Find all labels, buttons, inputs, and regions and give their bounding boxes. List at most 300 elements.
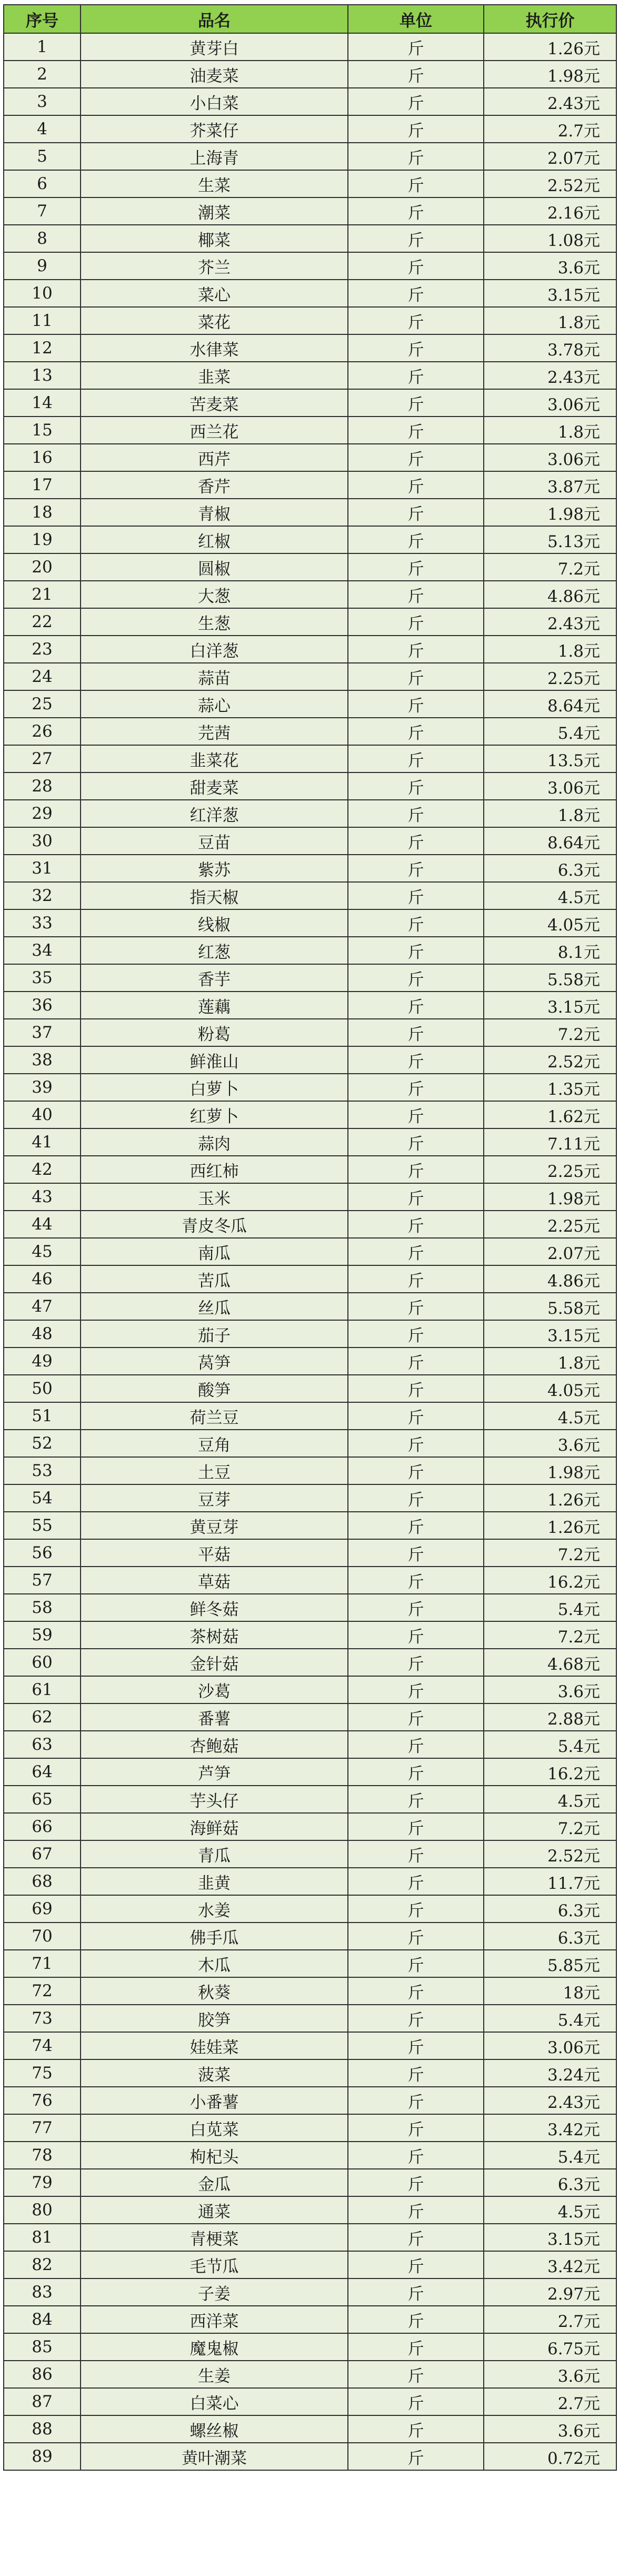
cell-price: 1.8元: [484, 1348, 616, 1375]
table-row: [4, 252, 616, 280]
cell-price: 16.2元: [484, 1567, 616, 1594]
cell-seq: 44: [4, 1211, 81, 1238]
cell-name: 青梗菜: [81, 2224, 348, 2251]
cell-name: 胶笋: [81, 2005, 348, 2032]
table-row: [4, 1430, 616, 1457]
cell-seq: 29: [4, 800, 81, 827]
header-row: [4, 5, 616, 33]
table-row: [4, 88, 616, 115]
cell-unit: 斤: [348, 1868, 484, 1895]
cell-price: 3.06元: [484, 772, 616, 800]
cell-seq: 35: [4, 964, 81, 992]
cell-name: 白菜心: [81, 2388, 348, 2415]
cell-seq: 62: [4, 1703, 81, 1731]
cell-unit: 斤: [348, 1923, 484, 1950]
cell-seq: 21: [4, 581, 81, 608]
table-row: [4, 1703, 616, 1731]
cell-price: 7.2元: [484, 1019, 616, 1046]
table-row: [4, 1731, 616, 1758]
cell-price: 4.05元: [484, 909, 616, 937]
cell-name: 丝瓜: [81, 1293, 348, 1320]
cell-unit: 斤: [348, 1238, 484, 1265]
cell-name: 菠菜: [81, 2059, 348, 2087]
cell-price: 2.25元: [484, 1156, 616, 1183]
cell-unit: 斤: [348, 964, 484, 992]
cell-price: 16.2元: [484, 1758, 616, 1786]
table-row: [4, 1539, 616, 1567]
cell-seq: 27: [4, 745, 81, 772]
cell-price: 2.25元: [484, 663, 616, 690]
table-row: [4, 2196, 616, 2224]
cell-unit: 斤: [348, 608, 484, 636]
cell-seq: 38: [4, 1046, 81, 1074]
cell-seq: 39: [4, 1074, 81, 1101]
cell-unit: 斤: [348, 2169, 484, 2196]
cell-name: 莲藕: [81, 992, 348, 1019]
table-row: [4, 1567, 616, 1594]
cell-price: 3.06元: [484, 2032, 616, 2059]
table-row: [4, 2251, 616, 2278]
table-row: [4, 1128, 616, 1156]
table-row: [4, 1813, 616, 1840]
cell-unit: 斤: [348, 2196, 484, 2224]
cell-price: 1.98元: [484, 1457, 616, 1484]
cell-price: 1.26元: [484, 33, 616, 61]
cell-seq: 64: [4, 1758, 81, 1786]
cell-seq: 55: [4, 1512, 81, 1539]
cell-unit: 斤: [348, 1156, 484, 1183]
cell-seq: 81: [4, 2224, 81, 2251]
cell-price: 3.06元: [484, 444, 616, 471]
cell-price: 2.88元: [484, 1703, 616, 1731]
cell-price: 3.15元: [484, 2224, 616, 2251]
table-row: [4, 1348, 616, 1375]
cell-unit: 斤: [348, 690, 484, 718]
cell-name: 菜心: [81, 280, 348, 307]
cell-seq: 71: [4, 1950, 81, 1977]
cell-name: 韭菜: [81, 362, 348, 389]
table-row: [4, 1046, 616, 1074]
cell-price: 2.43元: [484, 88, 616, 115]
cell-unit: 斤: [348, 1977, 484, 2005]
table-row: [4, 581, 616, 608]
cell-seq: 57: [4, 1567, 81, 1594]
cell-seq: 85: [4, 2333, 81, 2361]
cell-price: 1.8元: [484, 307, 616, 334]
cell-name: 白萝卜: [81, 1074, 348, 1101]
cell-name: 枸杞头: [81, 2142, 348, 2169]
cell-unit: 斤: [348, 2333, 484, 2361]
table-row: [4, 663, 616, 690]
cell-price: 1.62元: [484, 1101, 616, 1128]
cell-name: 茄子: [81, 1320, 348, 1348]
table-row: [4, 499, 616, 526]
cell-price: 2.25元: [484, 1211, 616, 1238]
cell-name: 金瓜: [81, 2169, 348, 2196]
cell-name: 西红柿: [81, 1156, 348, 1183]
table-row: [4, 800, 616, 827]
cell-price: 3.6元: [484, 252, 616, 280]
cell-name: 潮菜: [81, 197, 348, 225]
table-row: [4, 143, 616, 170]
cell-price: 4.5元: [484, 882, 616, 909]
cell-seq: 67: [4, 1840, 81, 1868]
cell-price: 2.43元: [484, 2087, 616, 2114]
cell-name: 木瓜: [81, 1950, 348, 1977]
cell-price: 3.6元: [484, 2361, 616, 2388]
cell-seq: 2: [4, 61, 81, 88]
table-row: [4, 225, 616, 252]
cell-price: 5.4元: [484, 2005, 616, 2032]
cell-unit: 斤: [348, 280, 484, 307]
cell-unit: 斤: [348, 1813, 484, 1840]
cell-unit: 斤: [348, 2059, 484, 2087]
cell-seq: 69: [4, 1895, 81, 1923]
cell-price: 2.16元: [484, 197, 616, 225]
cell-unit: 斤: [348, 855, 484, 882]
cell-unit: 斤: [348, 115, 484, 143]
cell-name: 秋葵: [81, 1977, 348, 2005]
cell-name: 蒜肉: [81, 1128, 348, 1156]
table-row: [4, 1676, 616, 1703]
table-row: [4, 1457, 616, 1484]
cell-unit: 斤: [348, 143, 484, 170]
cell-price: 18元: [484, 1977, 616, 2005]
cell-price: 5.58元: [484, 1293, 616, 1320]
cell-name: 莴笋: [81, 1348, 348, 1375]
cell-seq: 76: [4, 2087, 81, 2114]
table-row: [4, 882, 616, 909]
table-row: [4, 1840, 616, 1868]
table-row: [4, 827, 616, 855]
cell-price: 1.98元: [484, 1183, 616, 1211]
cell-name: 苦瓜: [81, 1265, 348, 1293]
table-row: [4, 718, 616, 745]
cell-name: 番薯: [81, 1703, 348, 1731]
cell-price: 4.5元: [484, 2196, 616, 2224]
cell-name: 甜麦菜: [81, 772, 348, 800]
cell-price: 1.98元: [484, 499, 616, 526]
cell-unit: 斤: [348, 2306, 484, 2333]
cell-name: 线椒: [81, 909, 348, 937]
table-row: [4, 1484, 616, 1512]
table-body: [4, 33, 616, 2470]
cell-price: 6.3元: [484, 2169, 616, 2196]
cell-name: 海鲜菇: [81, 1813, 348, 1840]
cell-price: 8.1元: [484, 937, 616, 964]
cell-unit: 斤: [348, 718, 484, 745]
cell-seq: 13: [4, 362, 81, 389]
cell-seq: 34: [4, 937, 81, 964]
cell-unit: 斤: [348, 992, 484, 1019]
header-name: 品名: [81, 5, 348, 33]
cell-unit: 斤: [348, 1840, 484, 1868]
cell-name: 芫茜: [81, 718, 348, 745]
table-row: [4, 280, 616, 307]
table-row: [4, 690, 616, 718]
cell-price: 4.5元: [484, 1786, 616, 1813]
cell-name: 白苋菜: [81, 2114, 348, 2142]
cell-price: 2.43元: [484, 362, 616, 389]
cell-unit: 斤: [348, 636, 484, 663]
cell-seq: 80: [4, 2196, 81, 2224]
cell-name: 鲜冬菇: [81, 1594, 348, 1621]
table-row: [4, 1320, 616, 1348]
table-row: [4, 1621, 616, 1649]
cell-seq: 36: [4, 992, 81, 1019]
cell-price: 4.05元: [484, 1375, 616, 1402]
table-row: [4, 197, 616, 225]
table-row: [4, 444, 616, 471]
cell-price: 5.85元: [484, 1950, 616, 1977]
cell-unit: 斤: [348, 444, 484, 471]
table-row: [4, 2142, 616, 2169]
cell-unit: 斤: [348, 2278, 484, 2306]
cell-unit: 斤: [348, 1621, 484, 1649]
cell-name: 韭黄: [81, 1868, 348, 1895]
table-row: [4, 362, 616, 389]
table-row: [4, 1183, 616, 1211]
cell-seq: 70: [4, 1923, 81, 1950]
table-row: [4, 1156, 616, 1183]
cell-unit: 斤: [348, 1320, 484, 1348]
cell-unit: 斤: [348, 1895, 484, 1923]
cell-unit: 斤: [348, 417, 484, 444]
cell-name: 魔鬼椒: [81, 2333, 348, 2361]
cell-price: 3.06元: [484, 389, 616, 417]
cell-price: 1.08元: [484, 225, 616, 252]
cell-seq: 33: [4, 909, 81, 937]
cell-price: 5.4元: [484, 718, 616, 745]
cell-name: 南瓜: [81, 1238, 348, 1265]
cell-name: 生菜: [81, 170, 348, 197]
table-row: [4, 389, 616, 417]
cell-unit: 斤: [348, 1128, 484, 1156]
table-row: [4, 1594, 616, 1621]
table-row: [4, 2443, 616, 2470]
cell-seq: 17: [4, 471, 81, 499]
cell-name: 玉米: [81, 1183, 348, 1211]
cell-name: 蒜苗: [81, 663, 348, 690]
cell-name: 螺丝椒: [81, 2415, 348, 2443]
table-row: [4, 1375, 616, 1402]
table-row: [4, 2087, 616, 2114]
cell-unit: 斤: [348, 1594, 484, 1621]
cell-name: 酸笋: [81, 1375, 348, 1402]
header-seq: 序号: [4, 5, 81, 33]
table-row: [4, 334, 616, 362]
cell-unit: 斤: [348, 499, 484, 526]
cell-unit: 斤: [348, 88, 484, 115]
cell-seq: 84: [4, 2306, 81, 2333]
cell-unit: 斤: [348, 1484, 484, 1512]
cell-unit: 斤: [348, 225, 484, 252]
cell-seq: 59: [4, 1621, 81, 1649]
cell-name: 青皮冬瓜: [81, 1211, 348, 1238]
cell-name: 大葱: [81, 581, 348, 608]
cell-name: 蒜心: [81, 690, 348, 718]
cell-seq: 86: [4, 2361, 81, 2388]
cell-seq: 47: [4, 1293, 81, 1320]
cell-seq: 10: [4, 280, 81, 307]
cell-price: 5.4元: [484, 1731, 616, 1758]
cell-unit: 斤: [348, 1539, 484, 1567]
cell-name: 鲜淮山: [81, 1046, 348, 1074]
table-row: [4, 1895, 616, 1923]
cell-name: 西芹: [81, 444, 348, 471]
table-row: [4, 471, 616, 499]
cell-unit: 斤: [348, 471, 484, 499]
cell-price: 7.11元: [484, 1128, 616, 1156]
cell-seq: 51: [4, 1402, 81, 1430]
cell-unit: 斤: [348, 362, 484, 389]
cell-price: 13.5元: [484, 745, 616, 772]
cell-unit: 斤: [348, 772, 484, 800]
cell-seq: 74: [4, 2032, 81, 2059]
cell-unit: 斤: [348, 334, 484, 362]
cell-name: 水姜: [81, 1895, 348, 1923]
cell-unit: 斤: [348, 1402, 484, 1430]
cell-price: 2.7元: [484, 2306, 616, 2333]
cell-seq: 9: [4, 252, 81, 280]
cell-name: 水律菜: [81, 334, 348, 362]
cell-name: 上海青: [81, 143, 348, 170]
cell-unit: 斤: [348, 1731, 484, 1758]
cell-seq: 49: [4, 1348, 81, 1375]
cell-name: 苦麦菜: [81, 389, 348, 417]
cell-unit: 斤: [348, 170, 484, 197]
cell-price: 6.3元: [484, 1923, 616, 1950]
cell-price: 5.13元: [484, 526, 616, 553]
cell-unit: 斤: [348, 745, 484, 772]
table-row: [4, 2114, 616, 2142]
cell-unit: 斤: [348, 581, 484, 608]
table-row: [4, 1238, 616, 1265]
table-row: [4, 1868, 616, 1895]
table-row: [4, 1074, 616, 1101]
cell-seq: 60: [4, 1649, 81, 1676]
cell-name: 香芹: [81, 471, 348, 499]
table-row: [4, 526, 616, 553]
table-row: [4, 1512, 616, 1539]
cell-seq: 16: [4, 444, 81, 471]
cell-seq: 11: [4, 307, 81, 334]
cell-price: 7.2元: [484, 1621, 616, 1649]
cell-name: 子姜: [81, 2278, 348, 2306]
cell-unit: 斤: [348, 800, 484, 827]
cell-price: 7.2元: [484, 1813, 616, 1840]
table-row: [4, 2361, 616, 2388]
cell-unit: 斤: [348, 2032, 484, 2059]
cell-price: 3.42元: [484, 2251, 616, 2278]
cell-price: 3.15元: [484, 1320, 616, 1348]
cell-price: 5.58元: [484, 964, 616, 992]
table-row: [4, 1211, 616, 1238]
cell-seq: 48: [4, 1320, 81, 1348]
cell-name: 菜花: [81, 307, 348, 334]
header-price: 执行价: [484, 5, 616, 33]
cell-seq: 58: [4, 1594, 81, 1621]
cell-seq: 45: [4, 1238, 81, 1265]
cell-seq: 61: [4, 1676, 81, 1703]
table-row: [4, 2059, 616, 2087]
cell-price: 6.3元: [484, 855, 616, 882]
cell-unit: 斤: [348, 61, 484, 88]
table-row: [4, 1758, 616, 1786]
cell-price: 5.4元: [484, 2142, 616, 2169]
cell-price: 3.78元: [484, 334, 616, 362]
cell-unit: 斤: [348, 1183, 484, 1211]
cell-name: 豆芽: [81, 1484, 348, 1512]
table-row: [4, 417, 616, 444]
cell-name: 芥兰: [81, 252, 348, 280]
cell-unit: 斤: [348, 1567, 484, 1594]
cell-seq: 6: [4, 170, 81, 197]
cell-seq: 32: [4, 882, 81, 909]
cell-price: 2.97元: [484, 2278, 616, 2306]
cell-seq: 4: [4, 115, 81, 143]
cell-unit: 斤: [348, 1101, 484, 1128]
cell-unit: 斤: [348, 1074, 484, 1101]
cell-unit: 斤: [348, 1786, 484, 1813]
table-row: [4, 2005, 616, 2032]
table-row: [4, 909, 616, 937]
table-row: [4, 1923, 616, 1950]
cell-seq: 23: [4, 636, 81, 663]
cell-price: 3.87元: [484, 471, 616, 499]
cell-seq: 79: [4, 2169, 81, 2196]
cell-unit: 斤: [348, 882, 484, 909]
cell-price: 3.15元: [484, 992, 616, 1019]
cell-price: 3.6元: [484, 1430, 616, 1457]
cell-price: 4.5元: [484, 1402, 616, 1430]
table-row: [4, 937, 616, 964]
cell-unit: 斤: [348, 2114, 484, 2142]
cell-unit: 斤: [348, 2087, 484, 2114]
table-row: [4, 772, 616, 800]
cell-price: 7.2元: [484, 1539, 616, 1567]
cell-name: 杏鲍菇: [81, 1731, 348, 1758]
cell-seq: 41: [4, 1128, 81, 1156]
cell-seq: 73: [4, 2005, 81, 2032]
cell-seq: 12: [4, 334, 81, 362]
cell-unit: 斤: [348, 1375, 484, 1402]
cell-unit: 斤: [348, 1019, 484, 1046]
cell-seq: 7: [4, 197, 81, 225]
table-row: [4, 553, 616, 581]
cell-name: 青瓜: [81, 1840, 348, 1868]
cell-name: 黄叶潮菜: [81, 2443, 348, 2470]
cell-seq: 43: [4, 1183, 81, 1211]
cell-seq: 65: [4, 1786, 81, 1813]
cell-unit: 斤: [348, 1457, 484, 1484]
cell-price: 3.24元: [484, 2059, 616, 2087]
cell-unit: 斤: [348, 1703, 484, 1731]
cell-price: 2.7元: [484, 115, 616, 143]
cell-unit: 斤: [348, 1430, 484, 1457]
cell-seq: 31: [4, 855, 81, 882]
cell-seq: 78: [4, 2142, 81, 2169]
cell-seq: 50: [4, 1375, 81, 1402]
cell-seq: 68: [4, 1868, 81, 1895]
cell-name: 红葱: [81, 937, 348, 964]
table-row: [4, 745, 616, 772]
cell-name: 紫苏: [81, 855, 348, 882]
cell-seq: 54: [4, 1484, 81, 1512]
cell-name: 平菇: [81, 1539, 348, 1567]
cell-price: 3.6元: [484, 2415, 616, 2443]
cell-name: 草菇: [81, 1567, 348, 1594]
